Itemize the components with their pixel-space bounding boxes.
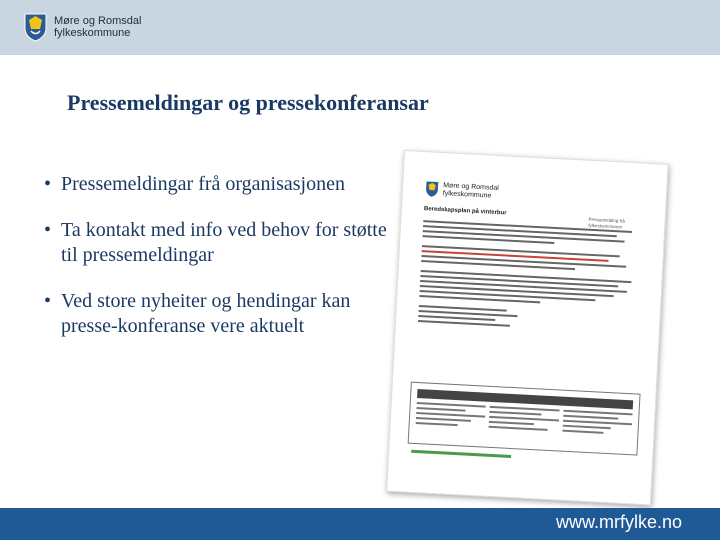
document-body-text xyxy=(418,220,643,336)
bullet-list xyxy=(44,172,394,360)
website-link[interactable]: www.mrfylke.no xyxy=(555,512,682,532)
logo-line-2: fylkeskommune xyxy=(54,27,131,39)
top-header-bar xyxy=(0,0,720,55)
document-contact-table xyxy=(408,382,641,456)
slide-title: Pressemeldingar og pressekonferansar xyxy=(67,90,429,115)
document-footer-line xyxy=(411,450,511,458)
document-org-line-2: fylkeskommune xyxy=(442,189,492,200)
press-release-document-image xyxy=(386,150,669,505)
document-logo xyxy=(425,180,499,201)
document-crest-icon xyxy=(425,180,440,198)
bullet-item: • Pressemeldingar frå organisasjonen xyxy=(44,172,394,197)
document-heading: Beredskapsplan på vinterbur xyxy=(423,206,507,217)
document-org-line-1: Møre og Romsdal xyxy=(443,181,499,192)
bottom-footer-bar xyxy=(0,508,720,540)
bullet-item: • Ta kontakt med info ved behov for støtte til pressemeldingar xyxy=(44,218,394,268)
logo-text xyxy=(54,15,141,39)
document-org-name xyxy=(443,182,499,201)
bullet-item: • Ved store nyheiter og hendingar kan presse-konferanse vere aktuelt xyxy=(44,289,394,339)
organization-logo[interactable] xyxy=(23,12,141,42)
document-label: Pressemelding frå fylkeskommunen xyxy=(588,216,625,230)
logo-line-1: Møre og Romsdal xyxy=(54,15,142,27)
county-crest-icon xyxy=(23,12,48,42)
